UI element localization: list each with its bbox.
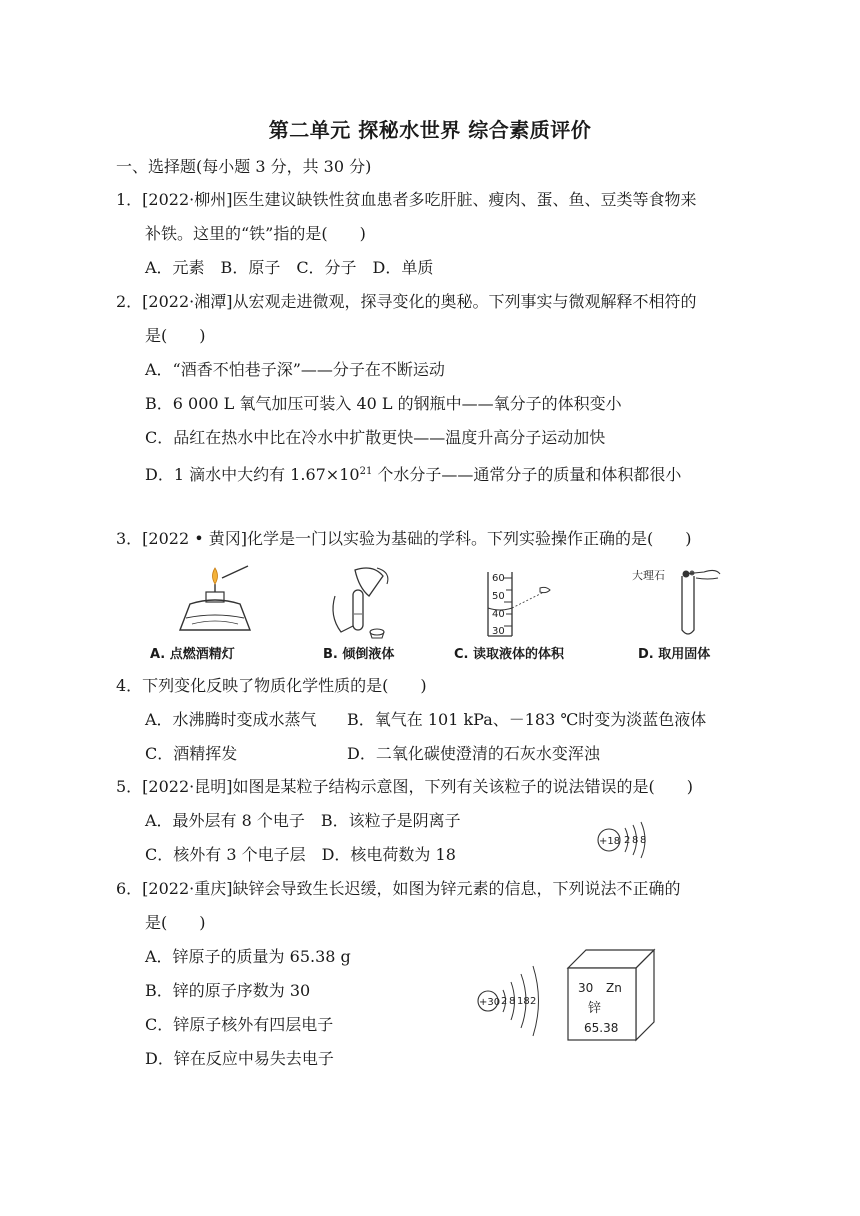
q6-option-d: D．锌在反应中易失去电子 — [145, 1049, 334, 1068]
q3-stem: 3．[2022 • 黄冈]化学是一门以实验为基础的学科。下列实验操作正确的是( ) — [116, 529, 692, 548]
q4-stem: 4．下列变化反映了物质化学性质的是( ) — [116, 676, 427, 695]
q2-stem-line2: 是( ) — [145, 326, 206, 345]
q6-stem-line1: 6．[2022·重庆]缺锌会导致生长迟缓，如图为锌元素的信息，下列说法不正确的 — [116, 879, 681, 898]
q3-figure-a-label: A. 点燃酒精灯 — [150, 647, 235, 662]
alcohol-lamp-illustration — [170, 568, 260, 638]
q4-option-b: B．氧气在 101 kPa、－183 ℃时变为淡蓝色液体 — [347, 710, 707, 729]
q5-nucleus-charge: +18 — [599, 836, 621, 847]
q2-option-d — [145, 462, 681, 485]
q2-option-d-text: D．1 滴水中大约有 1.67×10 — [145, 465, 360, 484]
q6-option-a: A．锌原子的质量为 65.38 g — [145, 947, 351, 966]
cylinder-tick-label: 60 — [492, 573, 505, 584]
cylinder-tick-label: 40 — [492, 609, 505, 620]
cylinder-tick-label: 50 — [492, 591, 505, 602]
q2-option-c: C．品红在热水中比在冷水中扩散更快——温度升高分子运动加快 — [145, 428, 606, 447]
q5-options-ab: A．最外层有 8 个电子 B．该粒子是阴离子 — [145, 811, 461, 830]
section-heading: 一、选择题(每小题 3 分，共 30 分) — [116, 157, 372, 176]
q5-shell-count: 8 — [632, 835, 639, 846]
q2-option-a: A．“酒香不怕巷子深”——分子在不断运动 — [145, 360, 445, 379]
q5-stem: 5．[2022·昆明]如图是某粒子结构示意图，下列有关该粒子的说法错误的是( ) — [116, 777, 693, 796]
q6-shell-count: 2 — [530, 996, 537, 1007]
zinc-atom-structure-diagram — [476, 966, 556, 1036]
q4-option-c: C．酒精挥发 — [145, 744, 238, 763]
q2-option-d-exponent: 21 — [359, 466, 373, 477]
zinc-atomic-number: 30 — [578, 981, 594, 995]
zinc-element-cell — [566, 948, 656, 1040]
q3-figure-b-label: B. 倾倒液体 — [323, 647, 395, 662]
pouring-liquid-illustration — [325, 566, 405, 640]
q2-stem-line1: 2．[2022·湘潭]从宏观走进微观，探寻变化的奥秘。下列事实与微观解释不相符的 — [116, 292, 697, 311]
q2-option-b: B．6 000 L 氧气加压可装入 40 L 的钢瓶中——氧分子的体积变小 — [145, 394, 622, 413]
q6-stem-line2: 是( ) — [145, 913, 206, 932]
q5-shell-count: 8 — [640, 835, 647, 846]
q6-option-c: C．锌原子核外有四层电子 — [145, 1015, 334, 1034]
q6-shell-count: 8 — [509, 996, 516, 1007]
page-title: 第二单元 探秘水世界 综合素质评价 — [268, 118, 592, 142]
q4-option-d: D．二氧化碳使澄清的石灰水变浑浊 — [347, 744, 600, 763]
q4-option-a: A．水沸腾时变成水蒸气 — [145, 710, 317, 729]
zinc-atomic-mass: 65.38 — [584, 1021, 619, 1035]
q3-figure-d-label: D. 取用固体 — [638, 647, 711, 662]
argon-particle-structure-diagram — [595, 820, 665, 860]
marble-label: 大理石 — [632, 569, 665, 582]
q3-figure-c-label: C. 读取液体的体积 — [454, 647, 565, 662]
q5-options-cd: C．核外有 3 个电子层 D．核电荷数为 18 — [145, 845, 456, 864]
q6-shell-count: 18 — [517, 996, 530, 1007]
q6-nucleus-charge: +30 — [479, 997, 501, 1008]
cylinder-tick-label: 30 — [492, 626, 505, 637]
zinc-symbol: Zn — [606, 981, 622, 995]
q1-stem-line2: 补铁。这里的“铁”指的是( ) — [145, 224, 366, 243]
graduated-cylinder-illustration — [484, 570, 564, 638]
q6-shell-count: 2 — [501, 996, 508, 1007]
q6-option-b: B．锌的原子序数为 30 — [145, 981, 311, 1000]
q1-stem-line1: 1．[2022·柳州]医生建议缺铁性贫血患者多吃肝脏、瘦肉、蛋、鱼、豆类等食物来 — [116, 190, 697, 209]
test-tube-solid-illustration — [632, 562, 722, 638]
q1-options: A．元素 B．原子 C．分子 D．单质 — [145, 258, 434, 277]
q5-shell-count: 2 — [624, 835, 631, 846]
zinc-name: 锌 — [588, 1001, 602, 1016]
q2-option-d-tail: 个水分子——通常分子的质量和体积都很小 — [372, 465, 682, 484]
